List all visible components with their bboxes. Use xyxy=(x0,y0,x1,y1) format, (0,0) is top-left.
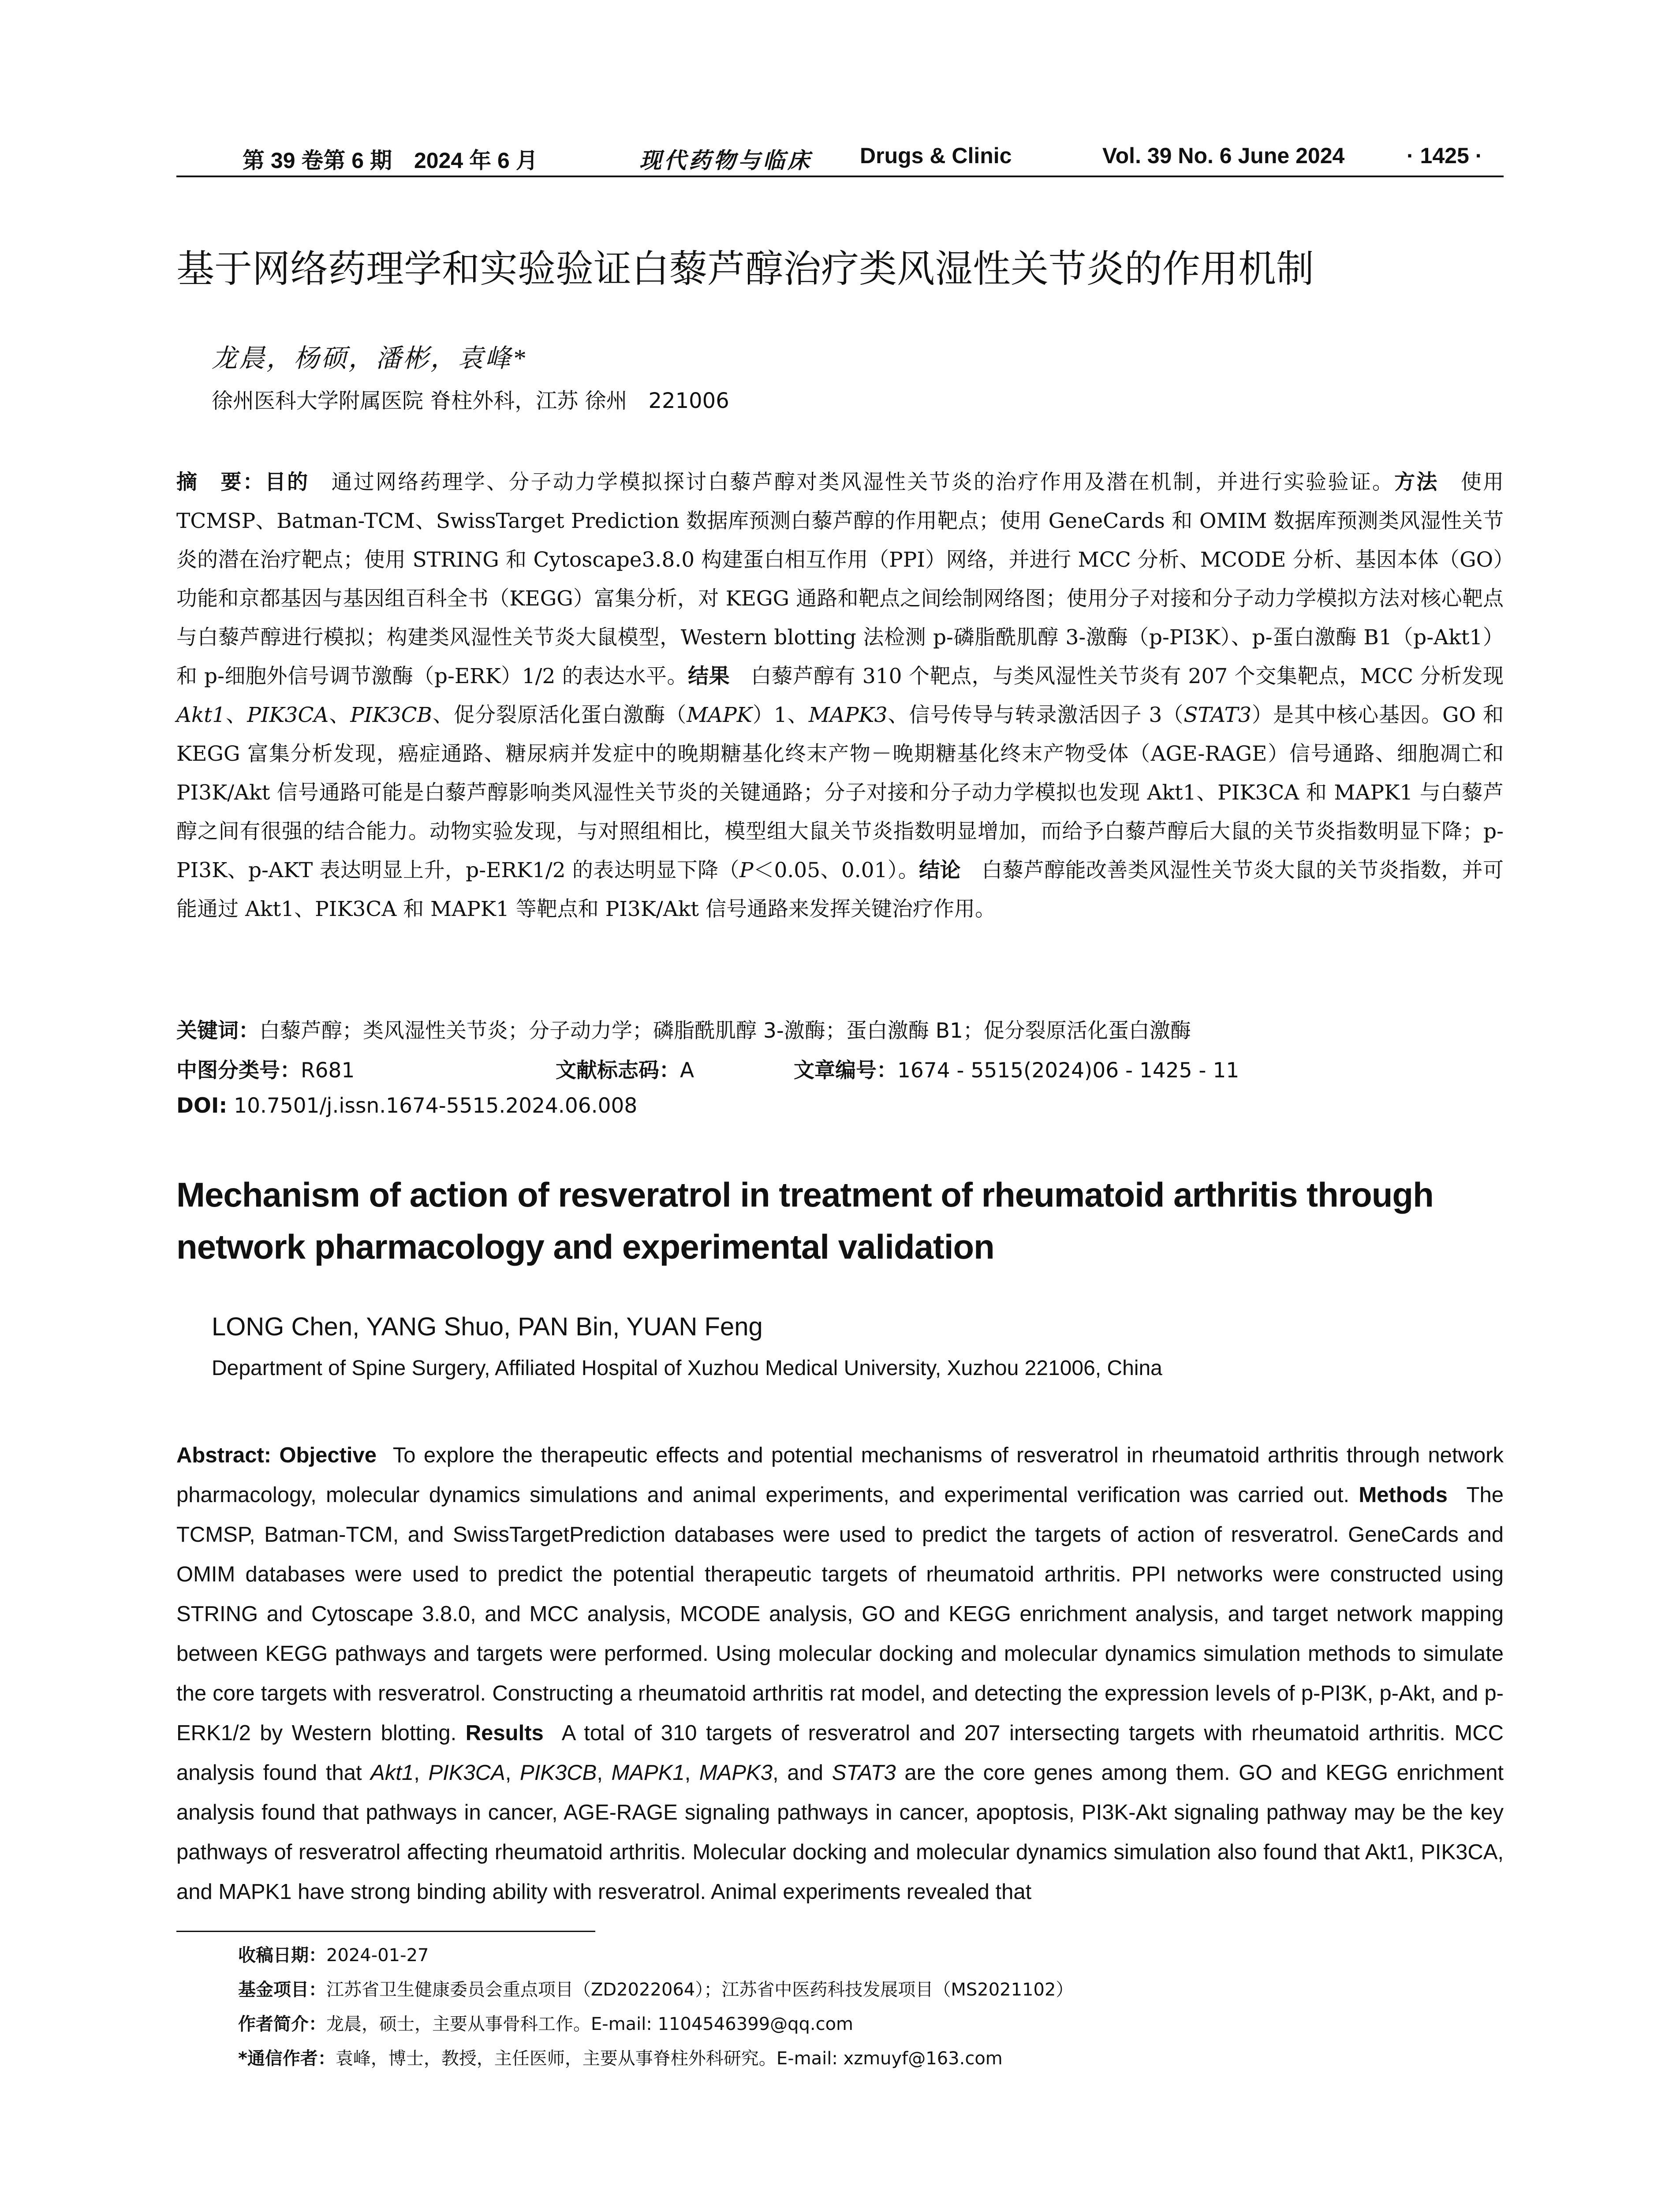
cn-abstract xyxy=(176,463,1504,929)
cn-authors: 龙晨，杨硕，潘彬，袁峰* xyxy=(212,344,527,373)
cn-sep: 、 xyxy=(329,703,351,727)
cn-results-text: 、信号传导与转录激活因子 3（ xyxy=(887,703,1184,727)
header-page-number: · 1425 · xyxy=(1407,143,1483,168)
en-affiliation: Department of Spine Surgery, Affiliated Hospital of Xuzhou Medical University, Xuzhou 221006, China xyxy=(212,1357,1162,1380)
cn-results-text: ）是其中核心基因。GO 和 KEGG 富集分析发现，癌症通路、糖尿病并发症中的晚期糖基化终末产物－晚期糖基化终末产物受体（AGE-RAGE）信号通路、细胞凋亡和 PI3K/Akt 信号通路可能是白藜芦醇影响类风湿性关节炎的关键通路；分子对接和分子动力学模拟也发现 Akt1、PIK3CA 和 MAPK1 与白藜芦醇之间有很强的结合能力。动物实验发现，与对照组相比，模型组大鼠关节炎指数明显增加，而给予白藜芦醇后大鼠的关节炎指数明显下降；p-PI3K、p-AKT 表达明显上升，p-ERK1/2 的表达明显下降（ xyxy=(176,703,1504,882)
header-volume-cn: 第 39 卷第 6 期 2024 年 6 月 xyxy=(243,148,538,173)
cn-conclusion-label: 结论 xyxy=(919,858,961,882)
cn-keywords xyxy=(176,1014,1191,1044)
en-gene: MAPK3 xyxy=(699,1761,773,1785)
en-sep: , and xyxy=(773,1761,832,1785)
cn-gene: PIK3CA xyxy=(247,703,329,727)
fund-label: 基金项目： xyxy=(238,1980,326,2000)
article-no-label: 文章编号： xyxy=(794,1058,897,1083)
en-results-text: A total of 310 targets of resveratrol and 207 intersecting targets with rheumatoid arthritis. MCC analysis found that xyxy=(176,1721,1504,1785)
en-results-label: Results xyxy=(465,1721,544,1745)
en-gene: Akt1 xyxy=(370,1761,414,1785)
cn-methods: 使用 TCMSP、Batman-TCM、SwissTarget Prediction 数据库预测白藜芦醇的作用靶点；使用 GeneCards 和 OMIM 数据库预测类风湿性关节炎的潜在治疗靶点；使用 STRING 和 Cytoscape3.8.0 构建蛋白相互作用（PPI）网络，并进行 MCC 分析、MCODE 分析、基因本体（GO）功能和京都基因与基因组百科全书（KEGG）富集分析，对 KEGG 通路和靶点之间绘制网络图；使用分子对接和分子动力学模拟方法对核心靶点与白藜芦醇进行模拟；构建类风湿性关节炎大鼠模型，Western blotting 法检测 p-磷脂酰肌醇 3-激酶（p-PI3K）、p-蛋白激酶 B1（p-Akt1）和 p-细胞外信号调节激酶（p-ERK）1/2 的表达水平。 xyxy=(176,470,1504,688)
cn-gene: MAPK xyxy=(687,703,752,727)
doc-code-label: 文献标志码： xyxy=(556,1058,680,1083)
footnotes xyxy=(238,1938,1073,2076)
doc-code-value: A xyxy=(680,1058,694,1083)
en-title: Mechanism of action of resveratrol in treatment of rheumatoid arthritis through network pharmacology and experimental validation xyxy=(176,1175,1434,1266)
header-rule xyxy=(176,176,1504,177)
cn-results-text: 白藜芦醇有 310 个靶点，与类风湿性关节炎有 207 个交集靶点，MCC 分析发现 xyxy=(750,664,1504,688)
en-gene: STAT3 xyxy=(832,1761,896,1785)
running-header xyxy=(176,141,1504,176)
fund-value: 江苏省卫生健康委员会重点项目（ZD2022064）；江苏省中医药科技发展项目（MS2021102） xyxy=(326,1980,1074,2000)
cn-gene: STAT3 xyxy=(1183,703,1251,727)
header-journal-en: Drugs & Clinic xyxy=(860,143,1012,168)
en-gene: PIK3CA xyxy=(428,1761,505,1785)
en-gene: MAPK1 xyxy=(611,1761,685,1785)
doi-label: DOI: xyxy=(176,1094,228,1118)
cn-classification xyxy=(176,1054,1239,1084)
en-objective-label: Objective xyxy=(279,1443,377,1467)
doi-line xyxy=(176,1094,637,1118)
en-sep: , xyxy=(597,1761,612,1785)
author-value: 龙晨，硕士，主要从事骨科工作。E-mail: 1104546399@qq.com xyxy=(326,2014,854,2034)
footnote-fund xyxy=(238,1973,1073,2007)
footnote-received xyxy=(238,1938,1073,1973)
doi-value[interactable]: 10.7501/j.issn.1674-5515.2024.06.008 xyxy=(234,1094,638,1118)
corr-value: 袁峰，博士，教授，主任医师，主要从事脊柱外科研究。E-mail: xzmuyf@163.com xyxy=(335,2048,1003,2069)
article-no-value: 1674 - 5515(2024)06 - 1425 - 11 xyxy=(897,1058,1239,1083)
cn-objective-label: 目的 xyxy=(265,470,310,494)
en-methods: The TCMSP, Batman-TCM, and SwissTargetPrediction databases were used to predict the targets of action of resveratrol. GeneCards and OMIM databases were used to predict the potential therapeutic targets of rheumatoid arthritis. PPI networks were constructed using STRING and Cytoscape 3.8.0, and MCC analysis, MCODE analysis, GO and KEGG enrichment analysis, and target network mapping between KEGG pathways and targets were performed. Using molecular docking and molecular dynamics simulation methods to simulate the core targets with resveratrol. Constructing a rheumatoid arthritis rat model, and detecting the expression levels of p-PI3K, p-Akt, and p-ERK1/2 by Western blotting. xyxy=(176,1483,1504,1745)
cn-sep: 、 xyxy=(225,703,247,727)
cn-objective: 通过网络药理学、分子动力学模拟探讨白藜芦醇对类风湿性关节炎的治疗作用及潜在机制，并进行实验验证。 xyxy=(331,470,1395,494)
cn-results-text: ＜0.05、0.01）。 xyxy=(753,858,919,882)
cn-p-symbol: P xyxy=(739,858,754,882)
en-objective: To explore the therapeutic effects and potential mechanisms of resveratrol in rheumatoid arthritis through network pharmacology, molecular dynamics simulations and animal experiments, and experimental verification was carried out. xyxy=(176,1443,1504,1507)
author-label: 作者简介： xyxy=(238,2014,326,2034)
en-sep: , xyxy=(505,1761,520,1785)
cn-results-text: 、促分裂原活化蛋白激酶（ xyxy=(432,703,687,727)
cn-results-text: ）1、 xyxy=(752,703,809,727)
cn-gene: MAPK3 xyxy=(808,703,888,727)
cn-gene: Akt1 xyxy=(176,703,226,727)
header-journal-cn: 现代药物与临床 xyxy=(639,147,812,173)
corr-label: *通信作者： xyxy=(238,2048,336,2069)
cn-keywords-value: 白藜芦醇；类风湿性关节炎；分子动力学；磷脂酰肌醇 3-激酶；蛋白激酶 B1；促分裂原活化蛋白激酶 xyxy=(259,1019,1191,1043)
footnote-rule xyxy=(176,1931,595,1932)
en-authors: LONG Chen, YANG Shuo, PAN Bin, YUAN Feng xyxy=(212,1312,763,1341)
received-value: 2024-01-27 xyxy=(326,1945,429,1966)
cn-keywords-label: 关键词： xyxy=(176,1019,259,1043)
cn-results-label: 结果 xyxy=(688,664,730,688)
cn-abstract-label: 摘 要： xyxy=(176,470,265,494)
en-abstract xyxy=(176,1435,1504,1912)
cn-affiliation: 徐州医科大学附属医院 脊柱外科，江苏 徐州 221006 xyxy=(212,389,729,413)
cn-title: 基于网络药理学和实验验证白藜芦醇治疗类风湿性关节炎的作用机制 xyxy=(176,247,1314,291)
en-methods-label: Methods xyxy=(1359,1483,1448,1507)
en-abstract-label: Abstract: xyxy=(176,1443,272,1467)
cn-conclusion: 白藜芦醇能改善类风湿性关节炎大鼠的关节炎指数，并可能通过 Akt1、PIK3CA 和 MAPK1 等靶点和 PI3K/Akt 信号通路来发挥关键治疗作用。 xyxy=(176,858,1504,921)
en-gene: PIK3CB xyxy=(520,1761,597,1785)
en-results-text: are the core genes among them. GO and KEGG enrichment analysis found that pathways in cancer, AGE-RAGE signaling pathways in cancer, apoptosis, PI3K-Akt signaling pathway may be the key pathways of resveratrol affecting rheumatoid arthritis. Molecular docking and molecular dynamics simulation also found that Akt1, PIK3CA, and MAPK1 have strong binding ability with resveratrol. Animal experiments revealed that xyxy=(176,1761,1504,1904)
en-sep: , xyxy=(414,1761,429,1785)
footnote-corresponding xyxy=(238,2041,1073,2076)
clc-label: 中图分类号： xyxy=(176,1058,301,1083)
header-volume-en: Vol. 39 No. 6 June 2024 xyxy=(1102,143,1345,168)
cn-gene: PIK3CB xyxy=(350,703,433,727)
cn-methods-label: 方法 xyxy=(1394,470,1439,494)
received-label: 收稿日期： xyxy=(238,1945,326,1966)
clc-value: R681 xyxy=(301,1058,355,1083)
footnote-author xyxy=(238,2007,1073,2041)
en-sep: , xyxy=(684,1761,699,1785)
